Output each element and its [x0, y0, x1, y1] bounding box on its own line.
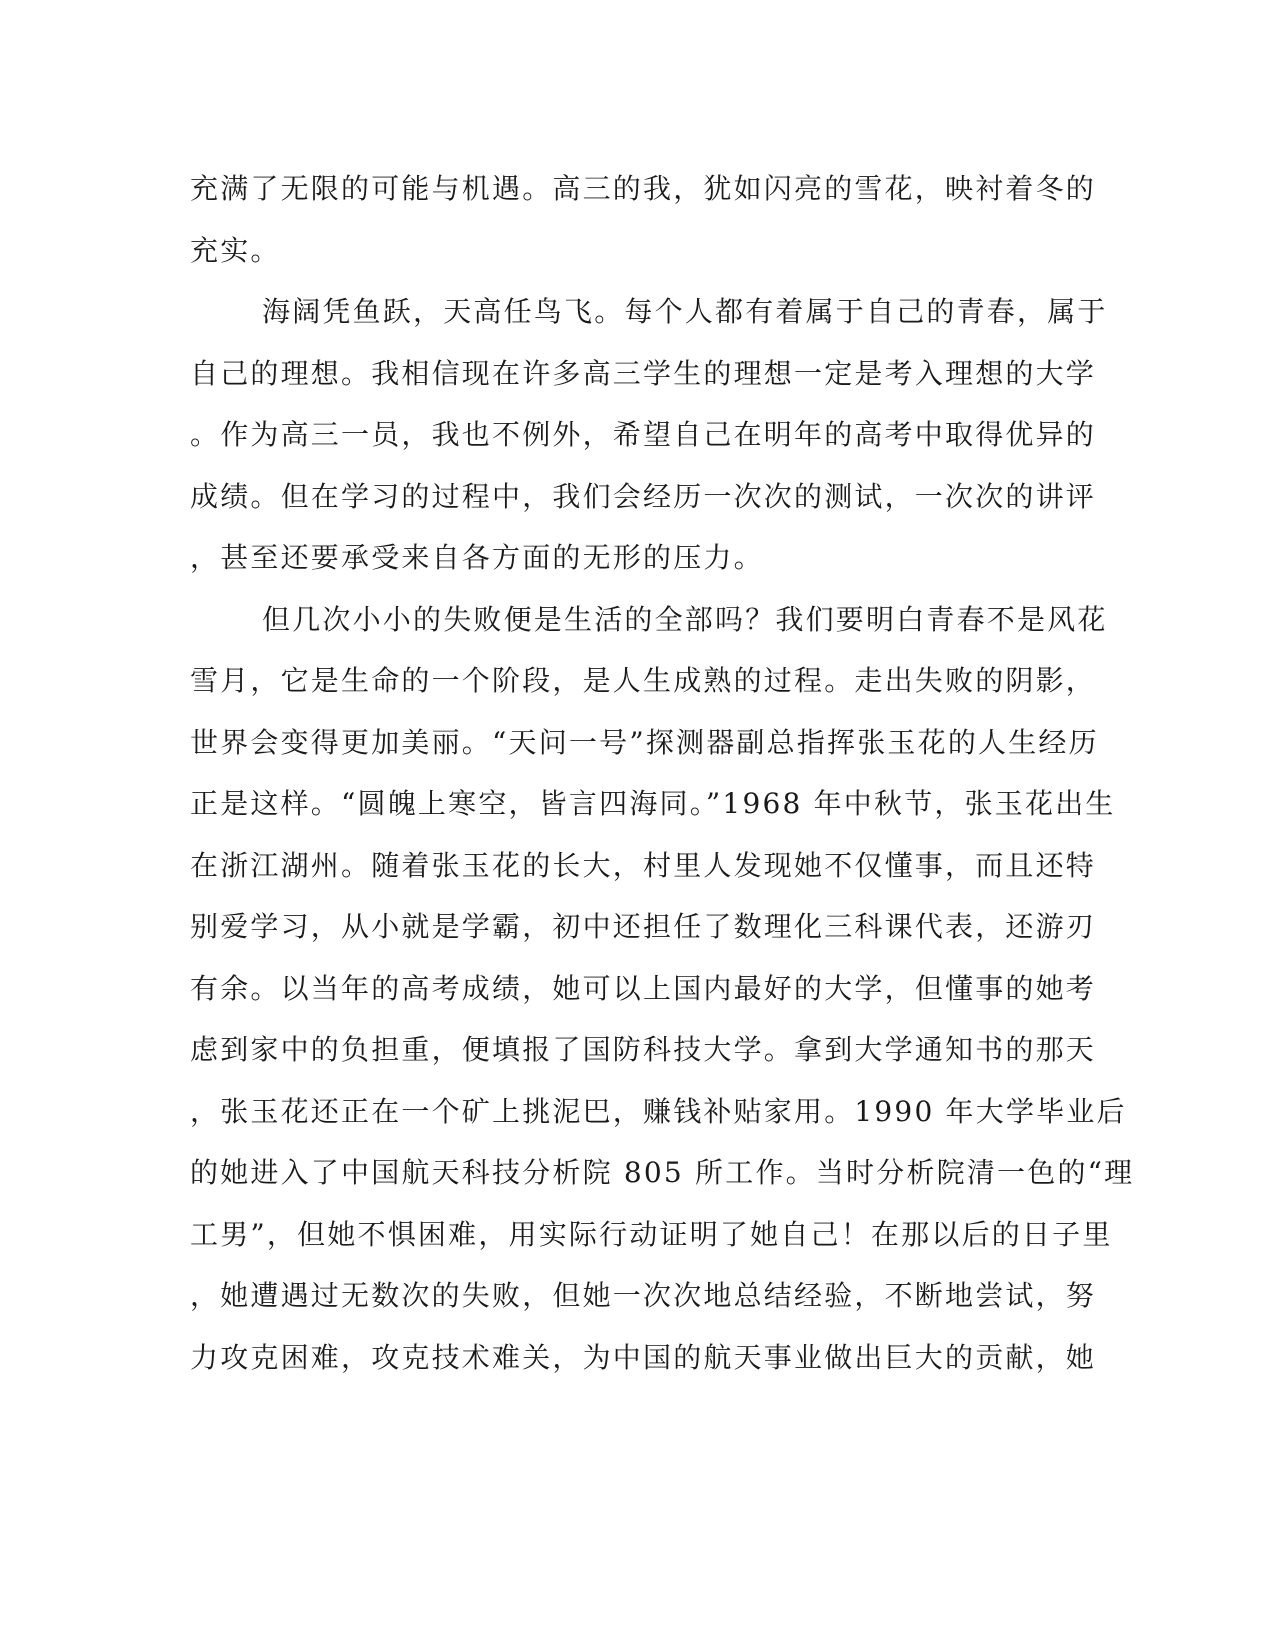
paragraph-start-line: 海阔凭鱼跃，天高任鸟飞。每个人都有着属于自己的青春，属于 — [262, 295, 1108, 328]
text-line: ，张玉花还正在一个矿上挑泥巴，赚钱补贴家用。1990 年大学毕业后 — [190, 1094, 1127, 1128]
text-line: 的她进入了中国航天科技分析院 805 所工作。当时分析院清一色的“理 — [190, 1156, 1135, 1189]
text-line: 。作为高三一员，我也不例外，希望自己在明年的高考中取得优异的 — [190, 418, 1097, 451]
text-line: 虑到家中的负担重，便填报了国防科技大学。拿到大学通知书的那天 — [190, 1033, 1097, 1066]
text-line: 世界会变得更加美丽。“天问一号”探测器副总指挥张玉花的人生经历 — [190, 725, 1099, 759]
text-line: 力攻克困难，攻克技术难关，为中国的航天事业做出巨大的贡献，她 — [190, 1340, 1097, 1374]
text-line: ，她遭遇过无数次的失败，但她一次次地总结经验，不断地尝试，努 — [190, 1279, 1097, 1312]
text-line: 雪月，它是生命的一个阶段，是人生成熟的过程。走出失败的阴影， — [190, 664, 1097, 697]
text-line: 成绩。但在学习的过程中，我们会经历一次次的测试，一次次的讲评 — [190, 479, 1097, 513]
text-line: 在浙江湖州。随着张玉花的长大，村里人发现她不仅懂事，而且还特 — [190, 848, 1097, 882]
text-line: 正是这样。“圆魄上寒空，皆言四海同。”1968 年中秋节，张玉花出生 — [190, 787, 1116, 820]
text-line: 充实。 — [190, 233, 281, 267]
paragraph-start-line: 但几次小小的失败便是生活的全部吗？我们要明白青春不是风花 — [262, 602, 1108, 636]
text-line: 别爱学习，从小就是学霸，初中还担任了数理化三科课代表，还游刃 — [190, 910, 1097, 943]
text-line: 自己的理想。我相信现在许多高三学生的理想一定是考入理想的大学 — [190, 356, 1097, 390]
text-line: ，甚至还要承受来自各方面的无形的压力。 — [190, 541, 764, 574]
body-text — [190, 158, 1135, 1388]
text-line: 充满了无限的可能与机遇。高三的我，犹如闪亮的雪花，映衬着冬的 — [190, 172, 1097, 205]
text-line: 工男”，但她不惧困难，用实际行动证明了她自己！在那以后的日子里 — [190, 1217, 1113, 1251]
text-line: 有余。以当年的高考成绩，她可以上国内最好的大学，但懂事的她考 — [190, 971, 1097, 1005]
